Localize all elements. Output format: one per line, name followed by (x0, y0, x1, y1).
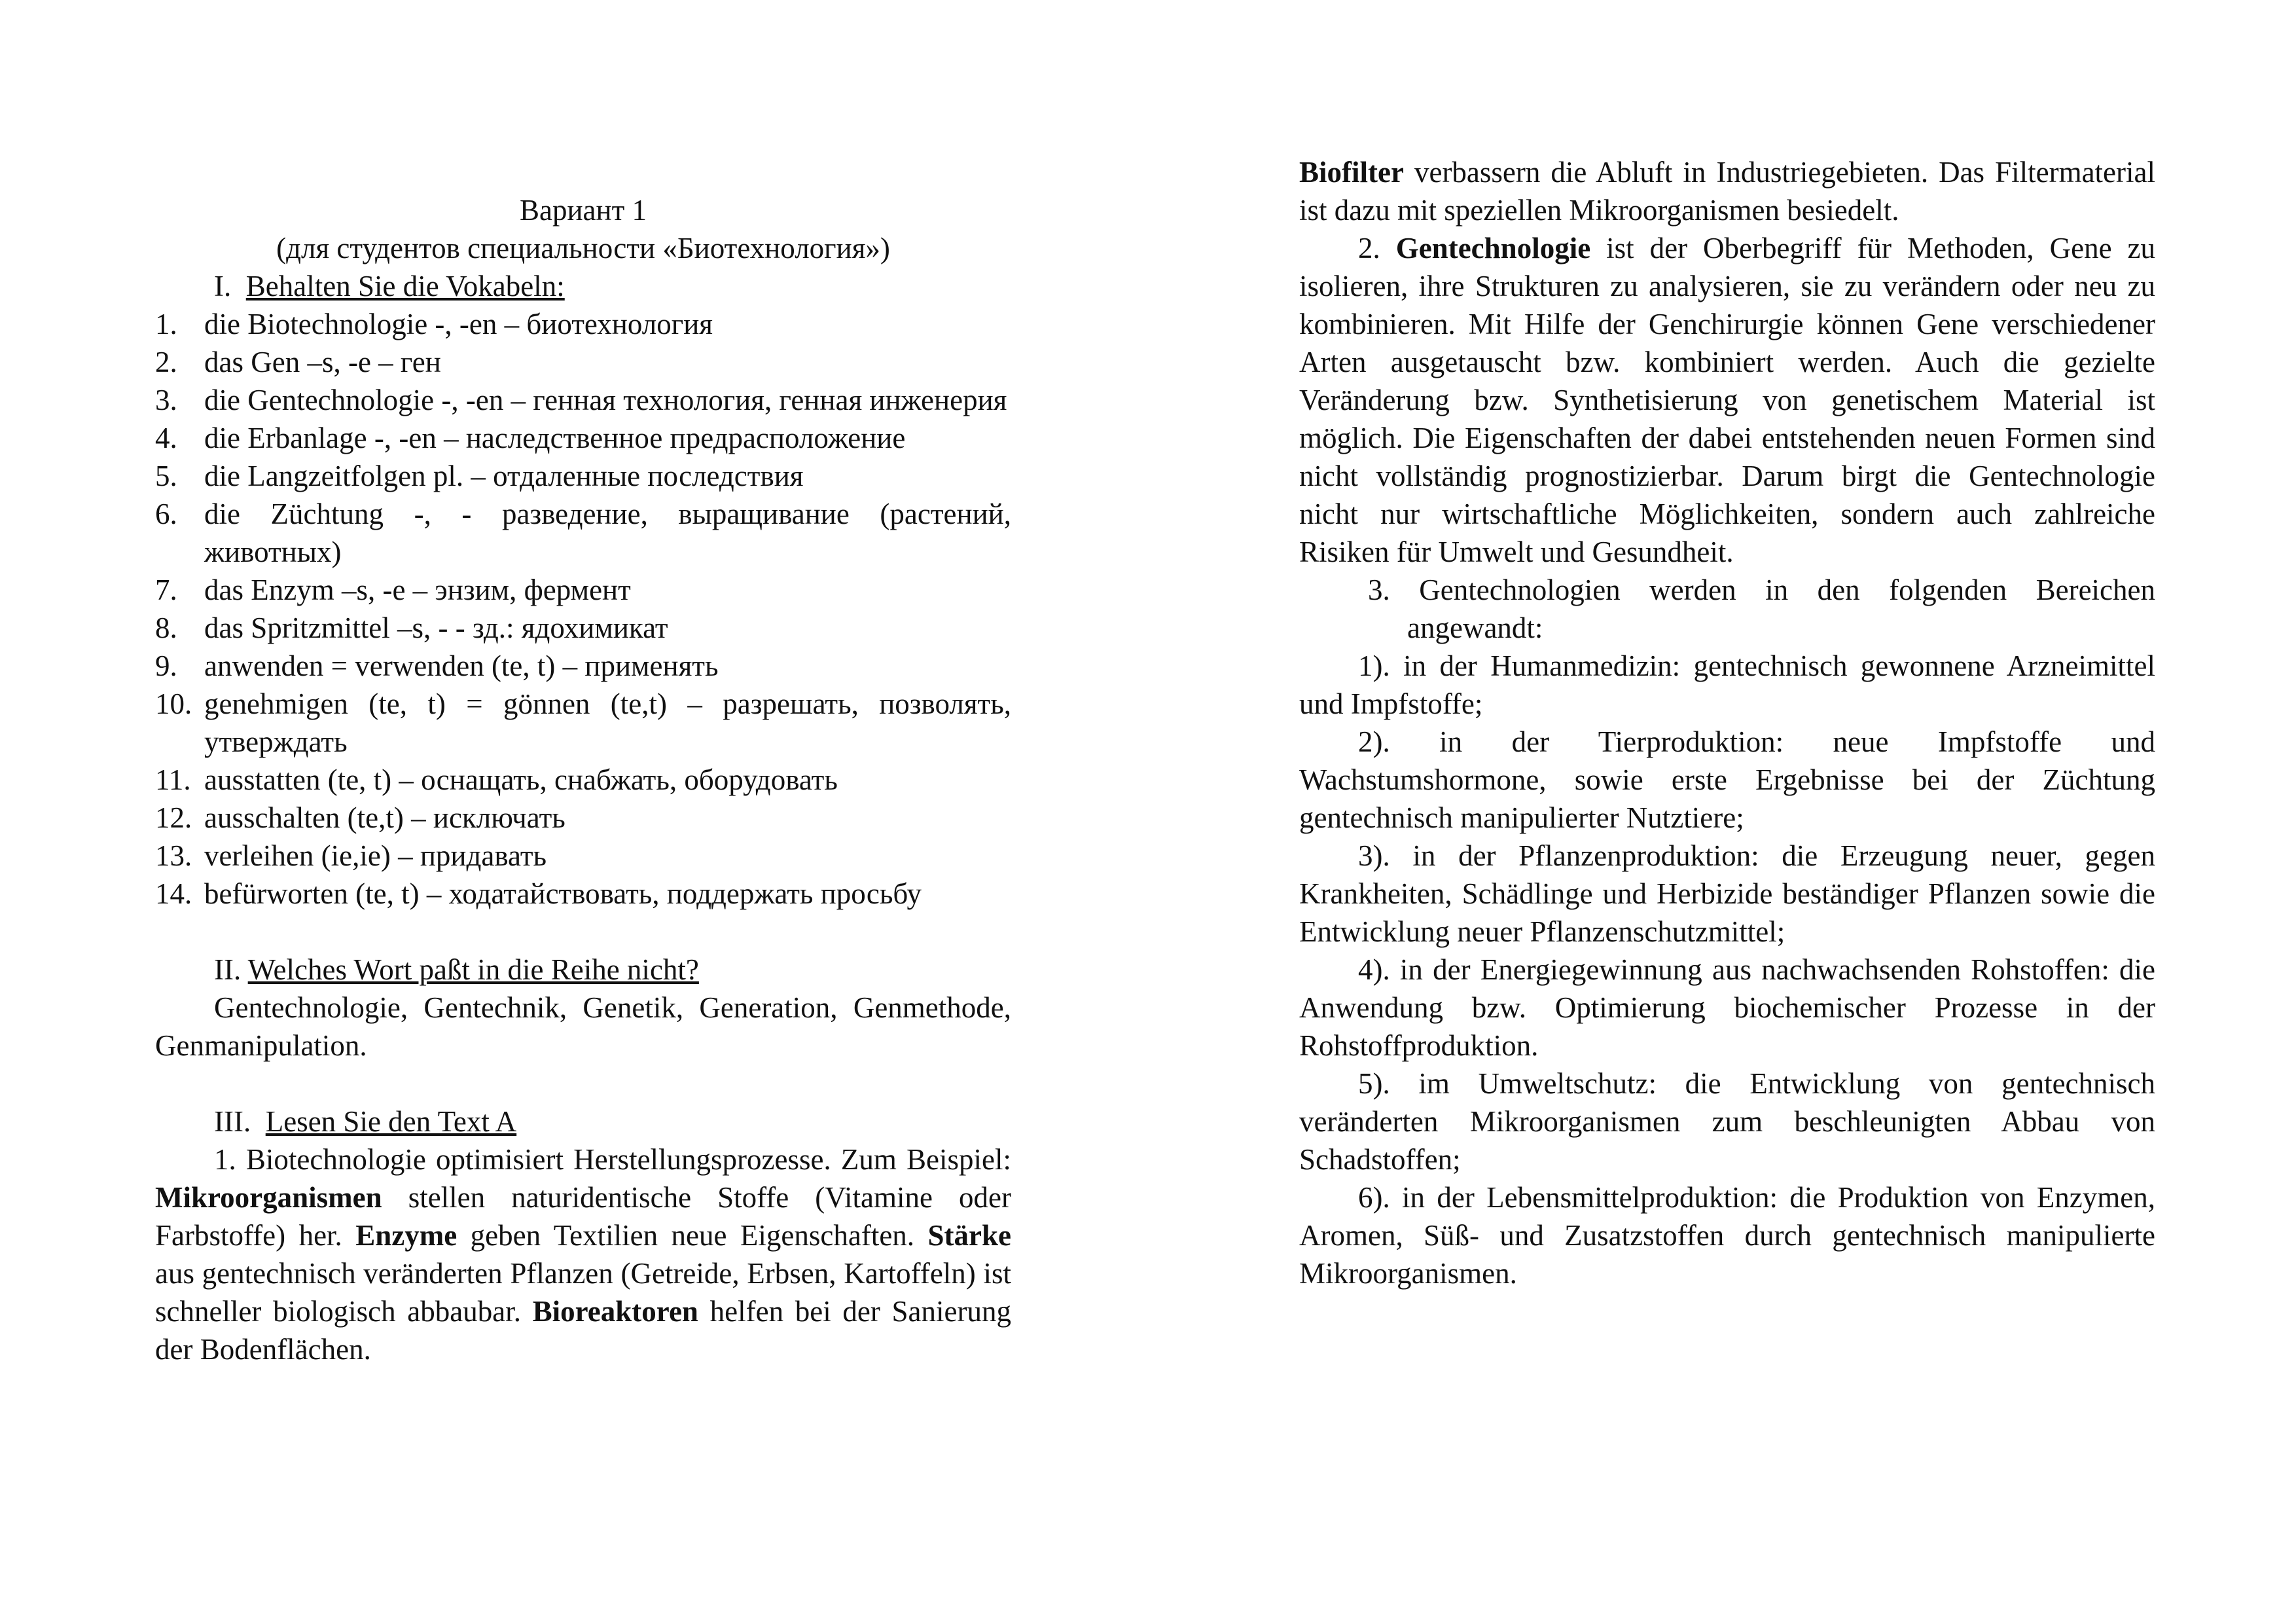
application-item: 2). in der Tierproduktion: neue Impfstoffe und Wachstumshormone, sowie erste Ergebnisse bei der Züchtung gentechnisch manipulierter Nutztiere; (1299, 725, 2155, 834)
vocabulary-list (155, 305, 1011, 913)
application-item: 4). in der Energiegewinnung aus nachwachsenden Rohstoffen: die Anwendung bzw. Optimierung biochemischer Prozesse in der Rohstoffproduktion. (1299, 953, 2155, 1062)
vocab-text: genehmigen (te, t) = gönnen (te,t) – разрешать, позволять, утверждать (204, 687, 1011, 758)
vocab-number: 14. (155, 877, 192, 910)
vocab-number: 3. (155, 384, 177, 416)
vocab-item (155, 457, 1011, 495)
vocab-text: die Langzeitfolgen pl. – отдаленные последствия (204, 460, 804, 492)
section-1-heading (155, 267, 1011, 305)
paragraph-text: helfen bei der Sanierung der Bodenflächen. (155, 1295, 1011, 1366)
vocab-item (155, 799, 1011, 837)
vocab-number: 9. (155, 649, 177, 682)
vocab-text: anwenden = verwenden (te, t) – применять (204, 649, 719, 682)
vocab-number: 5. (155, 460, 177, 492)
vocab-text: das Spritzmittel –s, - - зд.: ядохимикат (204, 611, 668, 644)
text-paragraph-1 (155, 1140, 1011, 1368)
vocab-text: ausstatten (te, t) – оснащать, снабжать, оборудовать (204, 763, 838, 796)
vocab-item (155, 495, 1011, 571)
paragraph-text: stellen naturidentische Stoffe (Vitamine oder Farbstoffe) her. (155, 1181, 1011, 1252)
vocab-number: 12. (155, 801, 192, 834)
variant-title: Вариант 1 (519, 194, 647, 227)
vocab-number: 1. (155, 308, 177, 340)
text-paragraph-1-continued (1299, 153, 2155, 229)
variant-subtitle: (для студентов специальности «Биотехнология») (276, 232, 890, 264)
vocab-number: 13. (155, 839, 192, 872)
section-2-heading (155, 951, 1011, 989)
vocab-item (155, 875, 1011, 913)
vocab-item (155, 571, 1011, 609)
spacer (155, 1065, 1011, 1103)
section-2-title: Welches Wort paßt in die Reihe nicht? (247, 953, 699, 986)
vocab-text: die Biotechnologie -, -en – биотехнология (204, 308, 713, 340)
vocab-text: verleihen (ie,ie) – придавать (204, 839, 547, 872)
section-3-title: Lesen Sie den Text A (265, 1105, 517, 1138)
vocab-text: die Erbanlage -, -en – наследственное предрасположение (204, 422, 906, 454)
left-column (155, 191, 1011, 1368)
vocab-number: 7. (155, 574, 177, 606)
vocab-number: 8. (155, 611, 177, 644)
vocab-text: befürworten (te, t) – ходатайствовать, поддержать просьбу (204, 877, 922, 910)
vocab-text: die Gentechnologie -, -en – генная технология, генная инженерия (204, 384, 1007, 416)
vocab-item (155, 609, 1011, 647)
vocab-text: das Gen –s, -e – ген (204, 346, 441, 378)
section-1-title: Behalten Sie die Vokabeln: (245, 270, 565, 302)
text-paragraph-3: 3. Gentechnologien werden in den folgenden Bereichen angewandt: (1368, 574, 2155, 644)
vocab-number: 2. (155, 346, 177, 378)
bold-term: Stärke (927, 1219, 1012, 1252)
bold-term: Biofilter (1299, 156, 1404, 189)
vocab-item (155, 419, 1011, 457)
paragraph-text: 2. (1358, 232, 1396, 264)
section-3-number: III. (214, 1105, 251, 1138)
right-column (1299, 153, 2155, 1292)
vocab-text: das Enzym –s, -e – энзим, фермент (204, 574, 631, 606)
section-2-number: II. (214, 953, 242, 986)
vocab-number: 10. (155, 687, 192, 720)
bold-term: Enzyme (355, 1219, 457, 1252)
bold-term: Mikroorganismen (155, 1181, 382, 1214)
application-item: 5). im Umweltschutz: die Entwicklung von gentechnisch veränderten Mikroorganismen zum beschleunigten Abbau von Schadstoffen; (1299, 1067, 2155, 1176)
text-paragraph-2 (1299, 229, 2155, 571)
application-item: 3). in der Pflanzenproduktion: die Erzeugung neuer, gegen Krankheiten, Schädlinge und Herbizide beständiger Pflanzen sowie die Entwicklung neuer Pflanzenschutzmittel; (1299, 839, 2155, 948)
section-2-word-list: Gentechnologie, Gentechnik, Genetik, Generation, Genmethode, Genmanipulation. (155, 991, 1011, 1062)
vocab-text: ausschalten (te,t) – исключать (204, 801, 565, 834)
paragraph-text: ist der Oberbegriff für Methoden, Gene zu isolieren, ihre Strukturen zu analysieren, sie zu verändern oder neu zu kombinieren. Mit Hilfe der Genchirurgie können Gene verschiedener Arten ausgetauscht bzw. kombiniert werden. Auch die gezielte Veränderung bzw. Synthetisierung von genetischem Material ist möglich. Die Eigenschaften der dabei entstehenden neuen Formen sind nicht vollständig prognostizierbar. Darum birgt die Gentechnologie nicht nur wirtschaftliche Möglichkeiten, sondern auch zahlreiche Risiken für Umwelt und Gesundheit. (1299, 232, 2155, 568)
paragraph-text: 1. Biotechnologie optimisiert Herstellungsprozesse. Zum Beispiel: (214, 1143, 1011, 1176)
vocab-item (155, 381, 1011, 419)
vocab-item (155, 761, 1011, 799)
paragraph-text: aus gentechnisch veränderten Pflanzen (Getreide, Erbsen, Kartoffeln) ist schneller biologisch abbaubar. (155, 1257, 1011, 1328)
bold-term: Bioreaktoren (532, 1295, 698, 1328)
application-item: 6). in der Lebensmittelproduktion: die Produktion von Enzymen, Aromen, Süß- und Zusatzstoffen durch gentechnisch manipulierte Mikroorganismen. (1299, 1181, 2155, 1290)
paragraph-text: geben Textilien neue Eigenschaften. (457, 1219, 928, 1252)
section-3-heading (155, 1103, 1011, 1140)
vocab-item (155, 343, 1011, 381)
vocab-number: 6. (155, 498, 177, 530)
vocab-item (155, 837, 1011, 875)
bold-term: Gentechnologie (1395, 232, 1591, 264)
spacer (155, 913, 1011, 951)
application-item: 1). in der Humanmedizin: gentechnisch gewonnene Arzneimittel und Impfstoffe; (1299, 649, 2155, 720)
vocab-item (155, 647, 1011, 685)
vocab-text: die Züchtung -, - разведение, выращивание (растений, животных) (204, 498, 1011, 568)
section-1-number: I. (214, 270, 232, 302)
vocab-item (155, 305, 1011, 343)
vocab-number: 11. (155, 763, 191, 796)
vocab-number: 4. (155, 422, 177, 454)
paragraph-text: verbassern die Abluft in Industriegebieten. Das Filtermaterial ist dazu mit speziellen Mikroorganismen besiedelt. (1299, 156, 2155, 227)
vocab-item (155, 685, 1011, 761)
